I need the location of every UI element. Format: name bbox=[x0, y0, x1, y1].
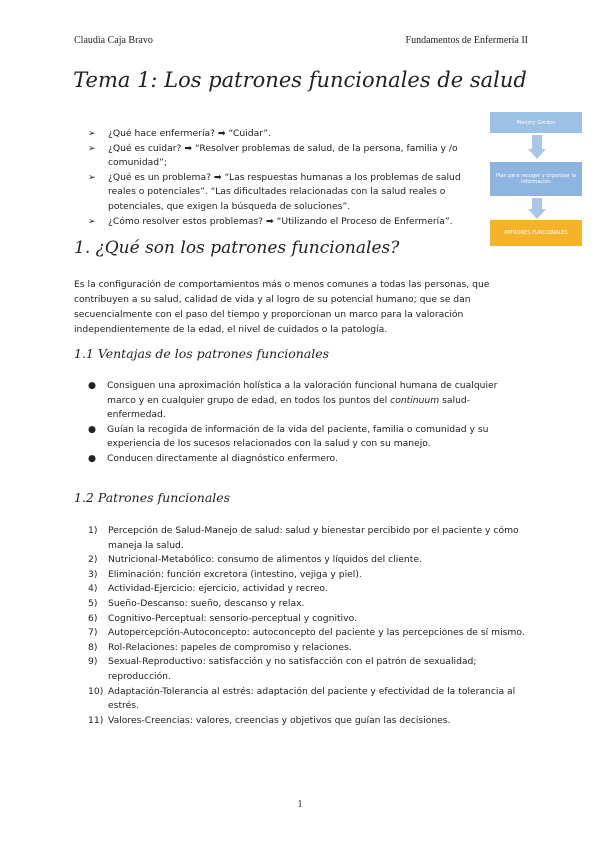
pattern-text: Sexual-Reproductivo: satisfacción y no satisfacción con el patrón de sexualidad; reproducción. bbox=[108, 656, 477, 682]
item-number: 1) bbox=[88, 525, 98, 536]
advantage-text: Conducen directamente al diagnóstico enfermero. bbox=[107, 452, 338, 464]
list-item bbox=[88, 626, 528, 641]
list-item bbox=[88, 452, 528, 467]
advantage-italic: continuum bbox=[390, 394, 440, 406]
arrow-bullet-icon: ➢ bbox=[88, 215, 96, 227]
header-author: Claudia Caja Bravo bbox=[74, 35, 153, 46]
advantages-list bbox=[88, 379, 528, 467]
list-item bbox=[88, 597, 528, 612]
intro-item-text: ¿Cómo resolver estos problemas? ➡ “Utilizando el Proceso de Enfermería”. bbox=[108, 215, 453, 227]
item-number: 7) bbox=[88, 627, 98, 639]
list-item bbox=[88, 553, 528, 568]
pattern-text: Sueño-Descanso: sueño, descanso y relax. bbox=[108, 597, 305, 609]
section-1-paragraph: Es la configuración de comportamientos más o menos comunes a todas las personas, que contribuyen a su salud, calidad de vida y al logro de su potencial humano; que se dan secuencialmente con el paso del tiempo y proporcionan un marco para la valoración independientemente de la edad, el nivel de cuidados o la patología. bbox=[74, 279, 490, 335]
advantage-text: salud-enfermedad. bbox=[107, 394, 471, 421]
list-item bbox=[88, 524, 528, 553]
pattern-text: Nutricional-Metabólico: consumo de alimentos y líquidos del cliente. bbox=[108, 554, 422, 566]
diagram-box-gordon: Marjory Gordon bbox=[490, 112, 582, 133]
diagram-box-patrones: PATRONES FUNCIONALES bbox=[490, 220, 582, 246]
advantage-text: Guían la recogida de información de la vida del paciente, familia o comunidad y su experiencia de los sucesos relacionados con la salud y con su manejo. bbox=[107, 423, 489, 450]
list-item bbox=[88, 379, 528, 423]
list-item bbox=[88, 568, 528, 583]
diagram-box-plan: Plan para recoger y organizar la información bbox=[490, 162, 582, 196]
section-1-heading: 1. ¿Qué son los patrones funcionales? bbox=[74, 238, 400, 258]
item-number: 9) bbox=[88, 656, 98, 668]
bullet-icon: ● bbox=[88, 452, 97, 464]
pattern-text: Percepción de Salud-Manejo de salud: salud y bienestar percibido por el paciente y cómo maneja la salud. bbox=[108, 525, 519, 551]
item-number: 8) bbox=[88, 641, 98, 653]
arrow-stem bbox=[532, 135, 542, 149]
intro-list bbox=[88, 127, 480, 229]
item-number: 4) bbox=[88, 583, 98, 595]
list-item bbox=[88, 423, 528, 452]
item-number: 5) bbox=[88, 597, 98, 609]
intro-item-text: ¿Qué hace enfermería? ➡ “Cuidar”. bbox=[108, 128, 272, 139]
pattern-text: Rol-Relaciones: papeles de compromiso y relaciones. bbox=[108, 641, 352, 653]
bullet-icon: ● bbox=[88, 423, 97, 435]
arrow-bullet-icon: ➢ bbox=[88, 142, 96, 154]
intro-item-text: ¿Qué es un problema? ➡ “Las respuestas humanas a los problemas de salud reales o potenciales”. “Las dificultades relacionadas con la salud reales o potenciales, que exigen la búsqueda de soluciones”. bbox=[108, 171, 461, 212]
intro-item bbox=[88, 215, 480, 230]
bullet-icon: ● bbox=[88, 380, 97, 391]
item-number: 2) bbox=[88, 554, 98, 566]
advantage-text: Consiguen una aproximación holística a la valoración funcional humana de cualquier marco y en cualquier grupo de edad, en todos los puntos del bbox=[107, 380, 498, 406]
list-item bbox=[88, 641, 528, 656]
item-number: 6) bbox=[88, 612, 98, 624]
down-arrow-icon bbox=[528, 209, 546, 219]
intro-item bbox=[88, 171, 480, 215]
down-arrow-icon bbox=[528, 149, 546, 159]
pattern-text: Actividad-Ejercicio: ejercicio, actividad y recreo. bbox=[108, 583, 328, 595]
pattern-text: Adaptación-Tolerancia al estrés: adaptación del paciente y efectividad de la tolerancia al estrés. bbox=[108, 685, 516, 712]
item-number: 3) bbox=[88, 568, 98, 580]
list-item bbox=[88, 612, 528, 627]
item-number: 10) bbox=[88, 685, 104, 697]
intro-item bbox=[88, 127, 480, 142]
pattern-text: Autopercepción-Autoconcepto: autoconcepto del paciente y las percepciones de sí mismo. bbox=[108, 627, 525, 639]
list-item bbox=[88, 714, 528, 729]
arrow-bullet-icon: ➢ bbox=[88, 171, 96, 183]
list-item bbox=[88, 685, 528, 714]
header-course: Fundamentos de Enfermería II bbox=[405, 35, 528, 46]
page-number: 1 bbox=[297, 799, 303, 810]
arrow-bullet-icon: ➢ bbox=[88, 128, 96, 139]
pattern-text: Eliminación: función excretora (intestino, vejiga y piel). bbox=[108, 568, 362, 580]
list-item bbox=[88, 582, 528, 597]
section-1-2-heading: 1.2 Patrones funcionales bbox=[74, 490, 231, 505]
intro-item bbox=[88, 142, 480, 171]
item-number: 11) bbox=[88, 714, 104, 726]
section-1-1-heading: 1.1 Ventajas de los patrones funcionales bbox=[74, 346, 330, 361]
pattern-text: Valores-Creencias: valores, creencias y objetivos que guían las decisiones. bbox=[108, 714, 451, 726]
list-item bbox=[88, 655, 528, 684]
page-title: Tema 1: Los patrones funcionales de salud bbox=[73, 68, 527, 92]
intro-item-text: ¿Qué es cuidar? ➡ “Resolver problemas de salud, de la persona, familia y /o comunidad”; bbox=[108, 142, 458, 169]
patterns-list bbox=[88, 524, 528, 728]
pattern-text: Cognitivo-Perceptual: sensorio-perceptual y cognitivo. bbox=[108, 612, 357, 624]
